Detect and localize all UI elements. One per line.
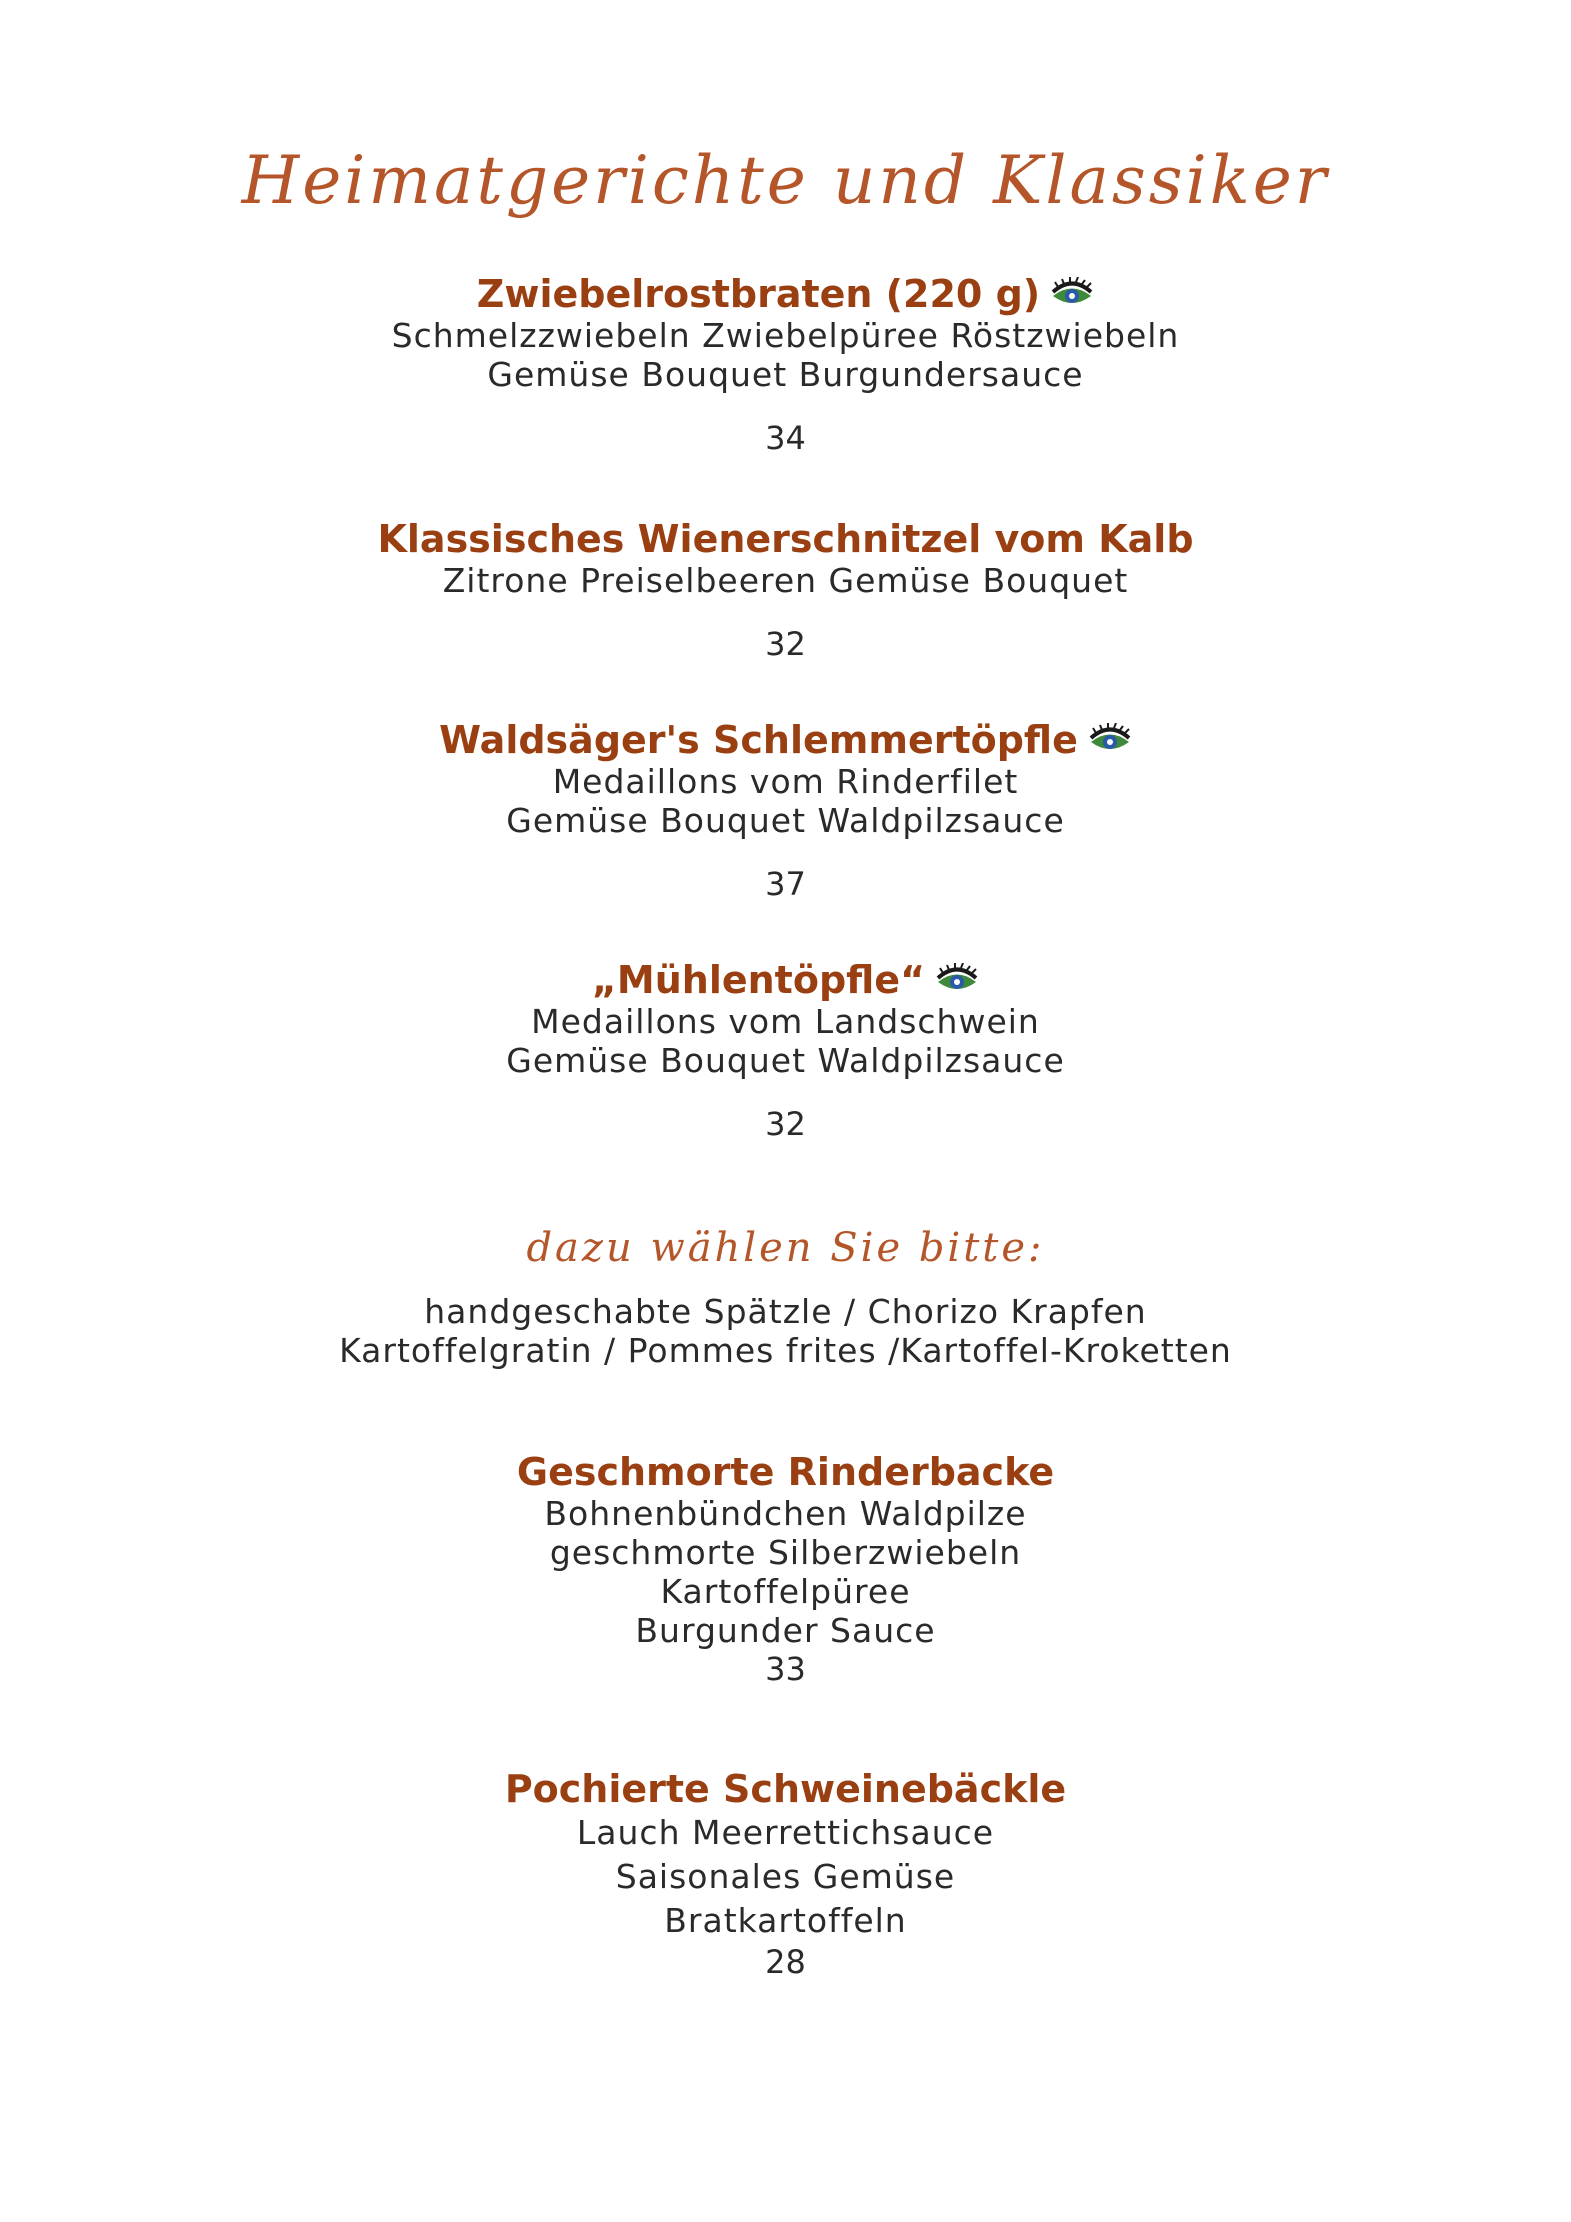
dish-description-line: Zitrone Preiselbeeren Gemüse Bouquet (442, 561, 1129, 600)
eye-icon (1088, 723, 1132, 757)
dish-zwiebelrostbraten (0, 272, 1571, 457)
dish-price: 28 (765, 1943, 806, 1981)
dish-name-text: Waldsäger's Schlemmertöpfle (439, 718, 1078, 762)
dish-description-line: Bohnenbündchen Waldpilze (544, 1494, 1027, 1533)
dish-price: 37 (765, 865, 806, 903)
dish-description-line: Lauch Meerrettichsauce (576, 1813, 995, 1852)
dish-name (439, 718, 1132, 762)
eye-icon (935, 963, 979, 997)
page-title: Heimatgerichte und Klassiker (241, 142, 1330, 219)
sides-line: Kartoffelgratin / Pommes frites /Kartoffel-Kroketten (339, 1331, 1232, 1370)
dish-name-text: Zwiebelrostbraten (220 g) (476, 272, 1041, 316)
dish-name (505, 1767, 1066, 1811)
sides-heading: dazu wählen Sie bitte: (526, 1225, 1045, 1271)
dish-wienerschnitzel (0, 517, 1571, 663)
dish-description-line: Burgunder Sauce (635, 1611, 936, 1650)
dish-price: 32 (765, 1105, 806, 1143)
dish-description-line: Medaillons vom Landschwein (531, 1002, 1040, 1041)
dish-description-line: Schmelzzwiebeln Zwiebelpüree Röstzwiebeln (391, 316, 1180, 355)
dish-name-text: Klassisches Wienerschnitzel vom Kalb (377, 517, 1194, 561)
dish-name (477, 272, 1094, 316)
dish-price: 32 (765, 625, 806, 663)
dish-schweinebaeckle (0, 1767, 1571, 1981)
dish-price: 34 (765, 419, 806, 457)
dish-name (377, 517, 1193, 561)
dish-description-line: Medaillons vom Rinderfilet (552, 762, 1019, 801)
dish-rinderbacke (0, 1450, 1571, 1688)
dish-description-line: geschmorte Silberzwiebeln (549, 1533, 1022, 1572)
dish-name-text: Geschmorte Rinderbacke (516, 1450, 1055, 1494)
dish-description-line: Saisonales Gemüse (615, 1857, 956, 1896)
dish-description-line: Gemüse Bouquet Burgundersauce (487, 355, 1084, 394)
sides-list (0, 1292, 1571, 1370)
dish-description-line: Kartoffelpüree (660, 1572, 911, 1611)
dish-description-line: Bratkartoffeln (664, 1901, 907, 1940)
eye-icon (1050, 277, 1094, 311)
dish-description-line: Gemüse Bouquet Waldpilzsauce (506, 801, 1065, 840)
dish-name-text: „Mühlentöpfle“ (591, 958, 926, 1002)
sides-line: handgeschabte Spätzle / Chorizo Krapfen (424, 1292, 1147, 1331)
dish-description-line: Gemüse Bouquet Waldpilzsauce (506, 1041, 1065, 1080)
dish-name (517, 1450, 1054, 1494)
dish-schlemmertoepfle (0, 718, 1571, 903)
dish-muehlentoepfle (0, 958, 1571, 1143)
dish-name (592, 958, 979, 1002)
dish-name-text: Pochierte Schweinebäckle (504, 1767, 1067, 1811)
dish-price: 33 (765, 1650, 806, 1688)
